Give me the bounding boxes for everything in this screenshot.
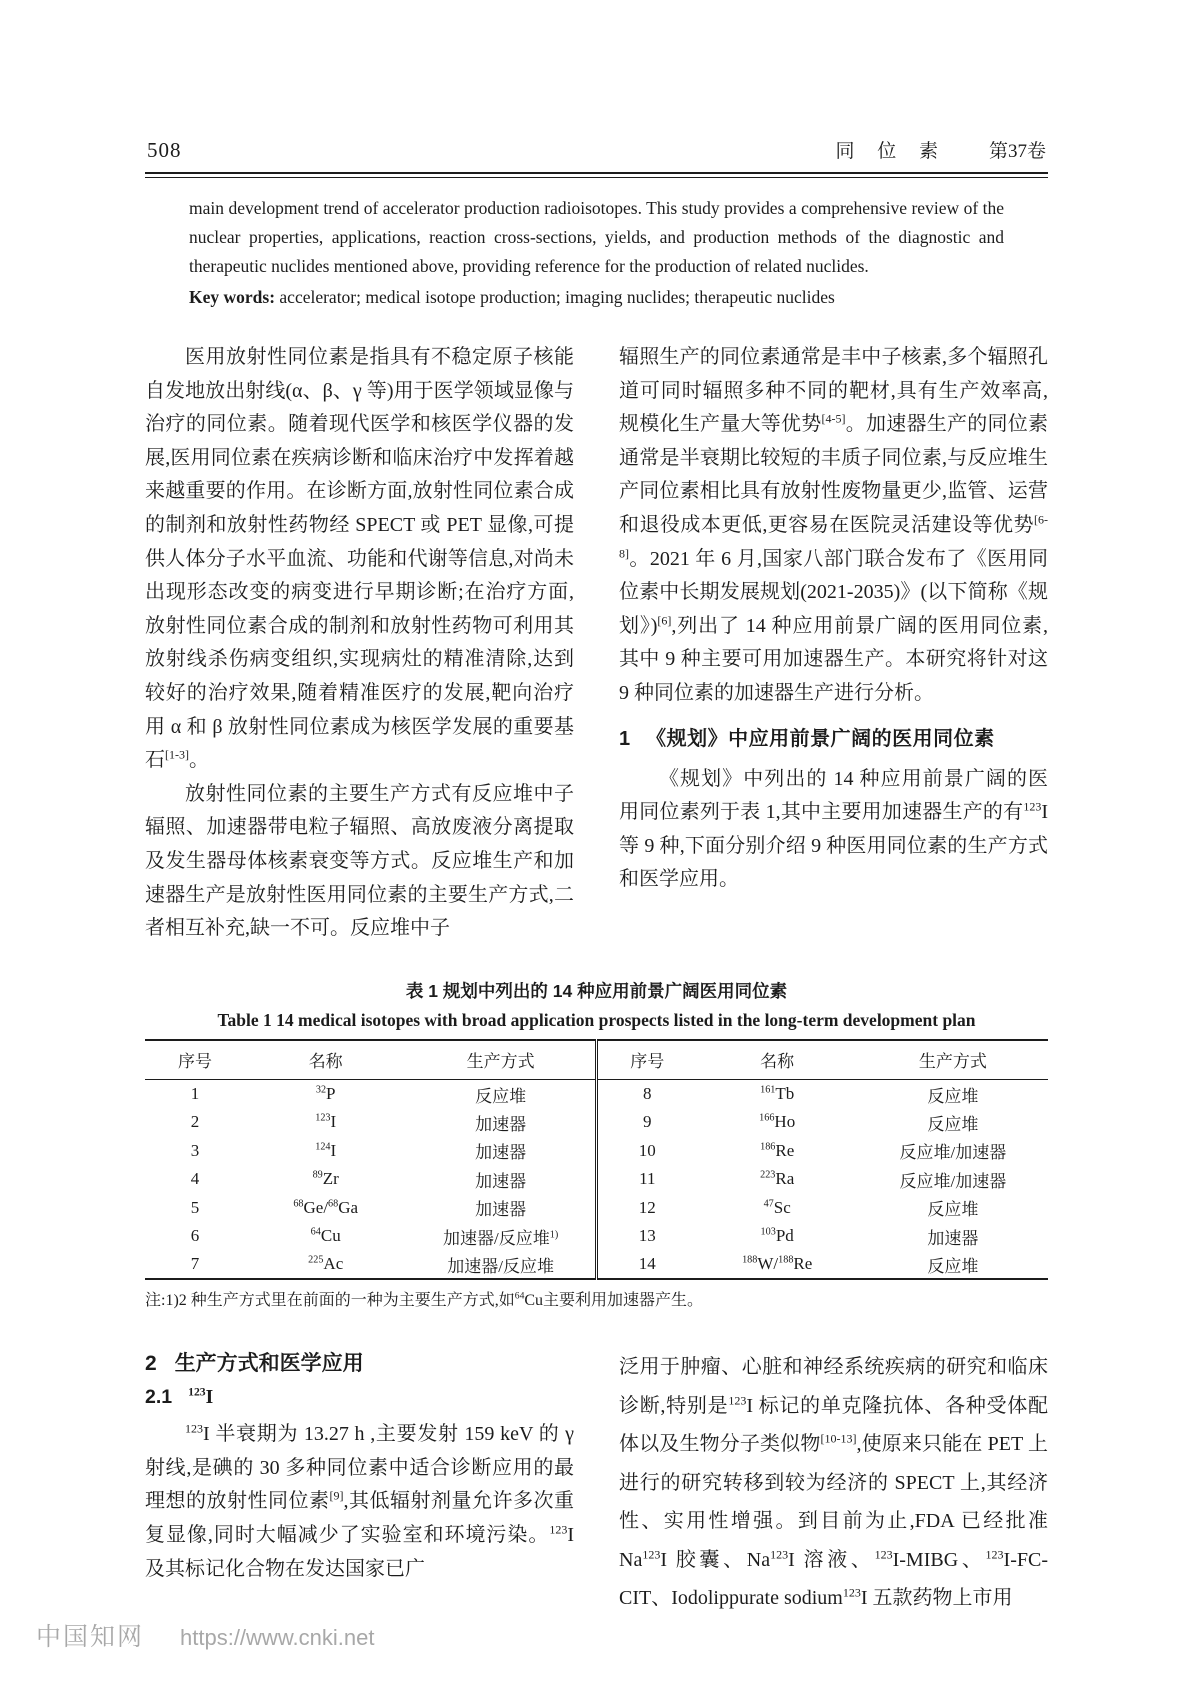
section-2-paragraph-1: $^{123}$I 半衰期为 13.27 h ,主要发射 159 keV 的 γ 射线,是碘的 30 多种同位素中适合诊断应用的最理想的放射性同位素[9],其低辐射剂量允许多次重复显像,同时大幅减少了实验室和环境污染。$^{123}$I 及其标记化合物在发达国家已广 [145,1421,574,1580]
section-1-title: 《规划》中应用前景广阔的医用同位素 [646,727,995,750]
cell-isotope: $^{166}$Ho [759,1112,796,1132]
section-2-1-heading [145,1380,574,1415]
table-1-title-en: Table 1 14 medical isotopes with broad application prospects listed in the long-term development plan [217,1009,976,1030]
cell-isotope: $^{186}$Re [760,1140,795,1160]
col-header-name-right: 名称 [697,1040,858,1080]
col-header-method-right: 生产方式 [858,1040,1048,1080]
journal-name: 同 位 素 [835,141,947,162]
cell-no: 11 [596,1165,696,1194]
cell-no: 6 [190,1226,200,1246]
table-row [145,1080,1048,1109]
body-columns-top [145,341,1048,946]
table-row [145,1108,1048,1137]
cell-no: 14 [596,1251,696,1280]
section-2-1-title: $^{123}$I [188,1385,214,1409]
section-2-paragraph-2: 泛用于肿瘤、心脏和神经系统疾病的研究和临床诊断,特别是$^{123}$I 标记的单克隆抗体、各种受体配体以及生物分子类似物[10-13],使原来只能在 PET 上进行的研究转移到较为经济的 SPECT 上,其经济性、实用性增强。到目前为止,FDA 已经批准 Na$^{123}$I 胶囊、Na$^{123}$I 溶液、$^{123}$I-MIBG、$^{123}$I-FC-CIT、Iodolippurate sodium$^{123}$I 五款药物上市用 [619,1356,1049,1610]
table-row [145,1194,1048,1223]
cell-method: 加速器 [475,1143,527,1163]
cell-no: 5 [190,1197,200,1217]
section-2-title: 生产方式和医学应用 [174,1352,364,1376]
col-header-no-right: 序号 [596,1040,696,1080]
section-2-number: 2 [145,1352,157,1376]
col-header-name-left: 名称 [245,1040,406,1080]
page-number: 508 [147,138,182,162]
cell-isotope: $^{223}$Ra [760,1169,795,1189]
page-content [145,136,1048,1618]
cell-isotope: $^{89}$Zr [312,1169,339,1189]
section-1-heading [619,724,1048,754]
cell-no: 7 [190,1254,200,1274]
cell-isotope: $^{64}$Cu [310,1226,341,1246]
header-double-rule [145,172,1048,178]
keywords-line [189,283,1004,312]
cell-method: 反应堆/加速器 [899,1171,1007,1191]
right-column-bottom [619,1348,1048,1618]
cnki-site-url: https://www.cnki.net [180,1625,375,1650]
section-1-number: 1 [619,727,631,750]
table-row [145,1222,1048,1251]
cell-method: 反应堆 [927,1086,979,1106]
intro-paragraph-3: 辐照生产的同位素通常是丰中子核素,多个辐照孔道可同时辐照多种不同的靶材,具有生产效率高,规模化生产量大等优势[4-5]。加速器生产的同位素通常是半衰期比较短的丰质子同位素,与反应堆生产同位素相比具有放射性废物量更少,监管、运营和退役成本更低,更容易在医院灵活建设等优势[6-8]。2021 年 6 月,国家八部门联合发布了《医用同位素中长期发展规划(2021-2035)》(以下简称《规划》)[6],列出了 14 种应用前景广阔的医用同位素,其中 9 种主要可用加速器生产。本研究将针对这 9 种同位素的加速器生产进行分析。 [619,346,1048,704]
cnki-site-name: 中国知网 [36,1623,145,1651]
cell-isotope: $^{225}$Ac [308,1254,344,1274]
volume-label: 第37卷 [988,141,1046,162]
cell-method: 加速器/反应堆 [447,1256,554,1276]
left-column [145,341,574,946]
section-2-1-number: 2.1 [145,1386,173,1409]
intro-paragraph-1: 医用放射性同位素是指具有不稳定原子核能自发地放出射线(α、β、γ 等)用于医学领域显像与治疗的同位素。随着现代医学和核医学仪器的发展,医用同位素在疾病诊断和临床治疗中发挥着越来越重要的作用。在诊断方面,放射性同位素合成的制剂和放射性药物经 SPECT 或 PET 显像,可提供人体分子水平血流、功能和代谢等信息,对尚未出现形态改变的病变进行早期诊断;在治疗方面,放射性同位素合成的制剂和放射性药物可利用其放射线杀伤病变组织,实现病灶的精准清除,达到较好的治疗效果,随着精准医疗的发展,靶向治疗用 α 和 β 放射性同位素成为核医学发展的重要基石[1-3]。 [145,346,574,772]
section-2-heading [145,1348,574,1380]
keywords-label: Key words: [189,287,276,307]
table-1-title-zh: 表 1 规划中列出的 14 种应用前景广阔医用同位素 [405,980,788,1001]
table-1-block [145,979,1048,1313]
left-column-bottom [145,1348,574,1618]
cell-method: 加速器 [475,1171,527,1191]
table-1 [145,1039,1048,1281]
right-column [619,341,1048,946]
cell-isotope: $^{32}$P [315,1084,336,1104]
running-head-right [835,136,1046,163]
col-header-method-left: 生产方式 [406,1040,596,1080]
col-header-no-left: 序号 [145,1040,245,1080]
cell-no: 12 [596,1194,696,1223]
table-1-header [145,1040,1048,1080]
section-1-paragraph: 《规划》中列出的 14 种应用前景广阔的医用同位素列于表 1,其中主要用加速器生产的有$^{123}$I 等 9 种,下面分别介绍 9 种医用同位素的生产方式和医学应用。 [619,767,1048,891]
table-row [145,1251,1048,1280]
cell-method: 反应堆 [927,1114,979,1134]
cell-no: 2 [190,1112,200,1132]
abstract-text: main development trend of accelerator production radioisotopes. This study provides a comprehensive review of the nuclear properties, applications, reaction cross-sections, yields, and production methods of the diagnostic and therapeutic nuclides mentioned above, providing reference for the production of related nuclides. [189,198,1004,276]
cell-no: 10 [596,1137,696,1166]
cell-no: 1 [190,1084,200,1104]
cell-method: 反应堆/加速器 [899,1143,1007,1163]
table-1-note: 注:1)2 种生产方式里在前面的一种为主要生产方式,如$^{64}$Cu主要利用加速器产生。 [145,1290,704,1310]
keywords-text: accelerator; medical isotope production; imaging nuclides; therapeutic nuclides [279,287,835,307]
cell-isotope: $^{161}$Tb [760,1084,795,1104]
cell-method: 加速器 [475,1200,527,1220]
body-columns-bottom [145,1348,1048,1618]
running-head [145,136,1048,163]
cell-method: 反应堆 [475,1086,527,1106]
cell-method: 加速器 [927,1228,979,1248]
cell-isotope: $^{124}$I [315,1140,337,1160]
cell-no: 4 [190,1169,200,1189]
cell-method: 反应堆 [927,1256,979,1276]
cell-isotope: $^{123}$I [315,1112,337,1132]
cell-method: 加速器 [475,1114,527,1134]
intro-paragraph-2: 放射性同位素的主要生产方式有反应堆中子辐照、加速器带电粒子辐照、高放废液分离提取及发生器母体核素衰变等方式。反应堆生产和加速器生产是放射性医用同位素的主要生产方式,二者相互补充,缺一不可。反应堆中子 [145,782,574,940]
cell-no: 9 [596,1108,696,1137]
cell-method: 反应堆 [927,1200,979,1220]
cell-no: 13 [596,1222,696,1251]
cell-no: 3 [190,1140,200,1160]
cell-isotope: $^{188}$W/$^{188}$Re [742,1254,813,1274]
cell-method: 加速器/反应堆$^{1)}$ [443,1228,559,1248]
cell-no: 8 [596,1080,696,1109]
table-row [145,1137,1048,1166]
cell-isotope: $^{103}$Pd [760,1226,794,1246]
table-row [145,1165,1048,1194]
cell-isotope: $^{68}$Ge/$^{68}$Ga [293,1197,359,1217]
cnki-watermark [36,1617,374,1653]
cell-isotope: $^{47}$Sc [763,1197,791,1217]
